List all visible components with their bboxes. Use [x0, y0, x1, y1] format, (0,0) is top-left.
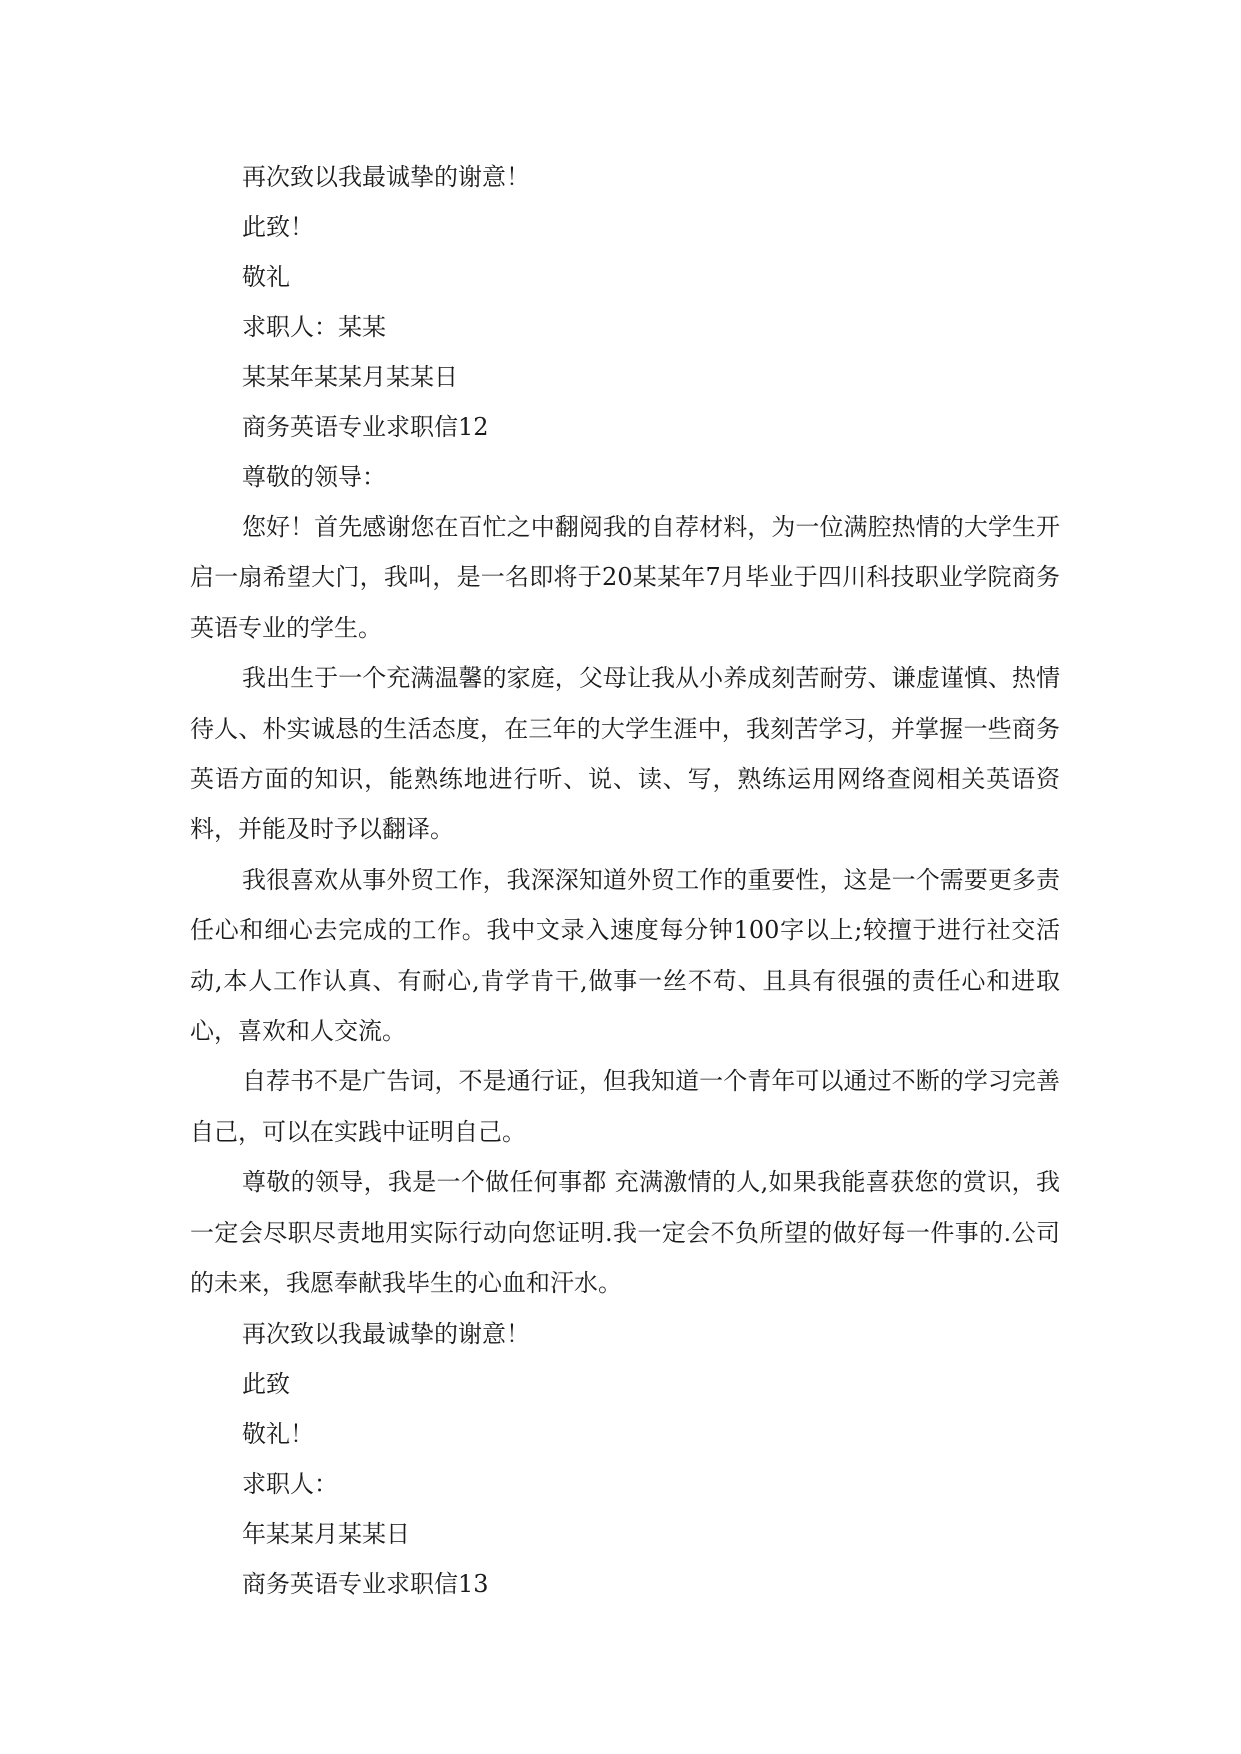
letter-greeting: 尊敬的领导：: [242, 463, 386, 491]
letter-thanks: 再次致以我最诚挚的谢意！: [242, 1319, 530, 1348]
letter-body: [190, 152, 1060, 1609]
paragraph-skills: 我很喜欢从事外贸工作，我深深知道外贸工作的重要性，这是一个需要更多责任心和细心去完成的工作。我中文录入速度每分钟100字以上;较擅于进行社交活动,本人工作认真、有耐心,肯学肯干,做事一丝不苟、且具有很强的责任心和进取心，喜欢和人交流。: [190, 865, 1060, 1046]
paragraph-background: 我出生于一个充满温馨的家庭，父母让我从小养成刻苦耐劳、谦虚谨慎、热情待人、朴实诚恳的生活态度，在三年的大学生涯中，我刻苦学习，并掌握一些商务英语方面的知识，能熟练地进行听、说、读、写，熟练运用网络查阅相关英语资料，并能及时予以翻译。: [190, 664, 1060, 844]
closing-thanks: 再次致以我最诚挚的谢意！: [242, 163, 530, 191]
closing-regards: 敬礼: [242, 263, 290, 291]
paragraph-selfimprove: 自荐书不是广告词，不是通行证，但我知道一个青年可以通过不断的学习完善自己，可以在实践中证明自己。: [190, 1067, 1060, 1146]
letter-applicant: 求职人：: [242, 1469, 338, 1498]
closing-applicant: 求职人：某某: [242, 313, 386, 341]
letter-date: 年某某月某某日: [242, 1519, 410, 1548]
next-letter-title: 商务英语专业求职信13: [242, 1569, 489, 1598]
letter-title: 商务英语专业求职信12: [242, 413, 489, 441]
letter-salute: 此致: [242, 1369, 290, 1398]
letter-regards: 敬礼！: [242, 1419, 314, 1448]
closing-salute: 此致！: [242, 213, 314, 241]
paragraph-commitment: 尊敬的领导，我是一个做任何事都 充满激情的人,如果我能喜获您的赏识，我一定会尽职尽责地用实际行动向您证明.我一定会不负所望的做好每一件事的.公司的未来，我愿奉献我毕生的心血和汗水。: [190, 1168, 1060, 1298]
closing-date: 某某年某某月某某日: [242, 363, 458, 391]
paragraph-intro: 您好！首先感谢您在百忙之中翻阅我的自荐材料，为一位满腔热情的大学生开启一扇希望大门，我叫，是一名即将于20某某年7月毕业于四川科技职业学院商务英语专业的学生。: [190, 513, 1060, 642]
